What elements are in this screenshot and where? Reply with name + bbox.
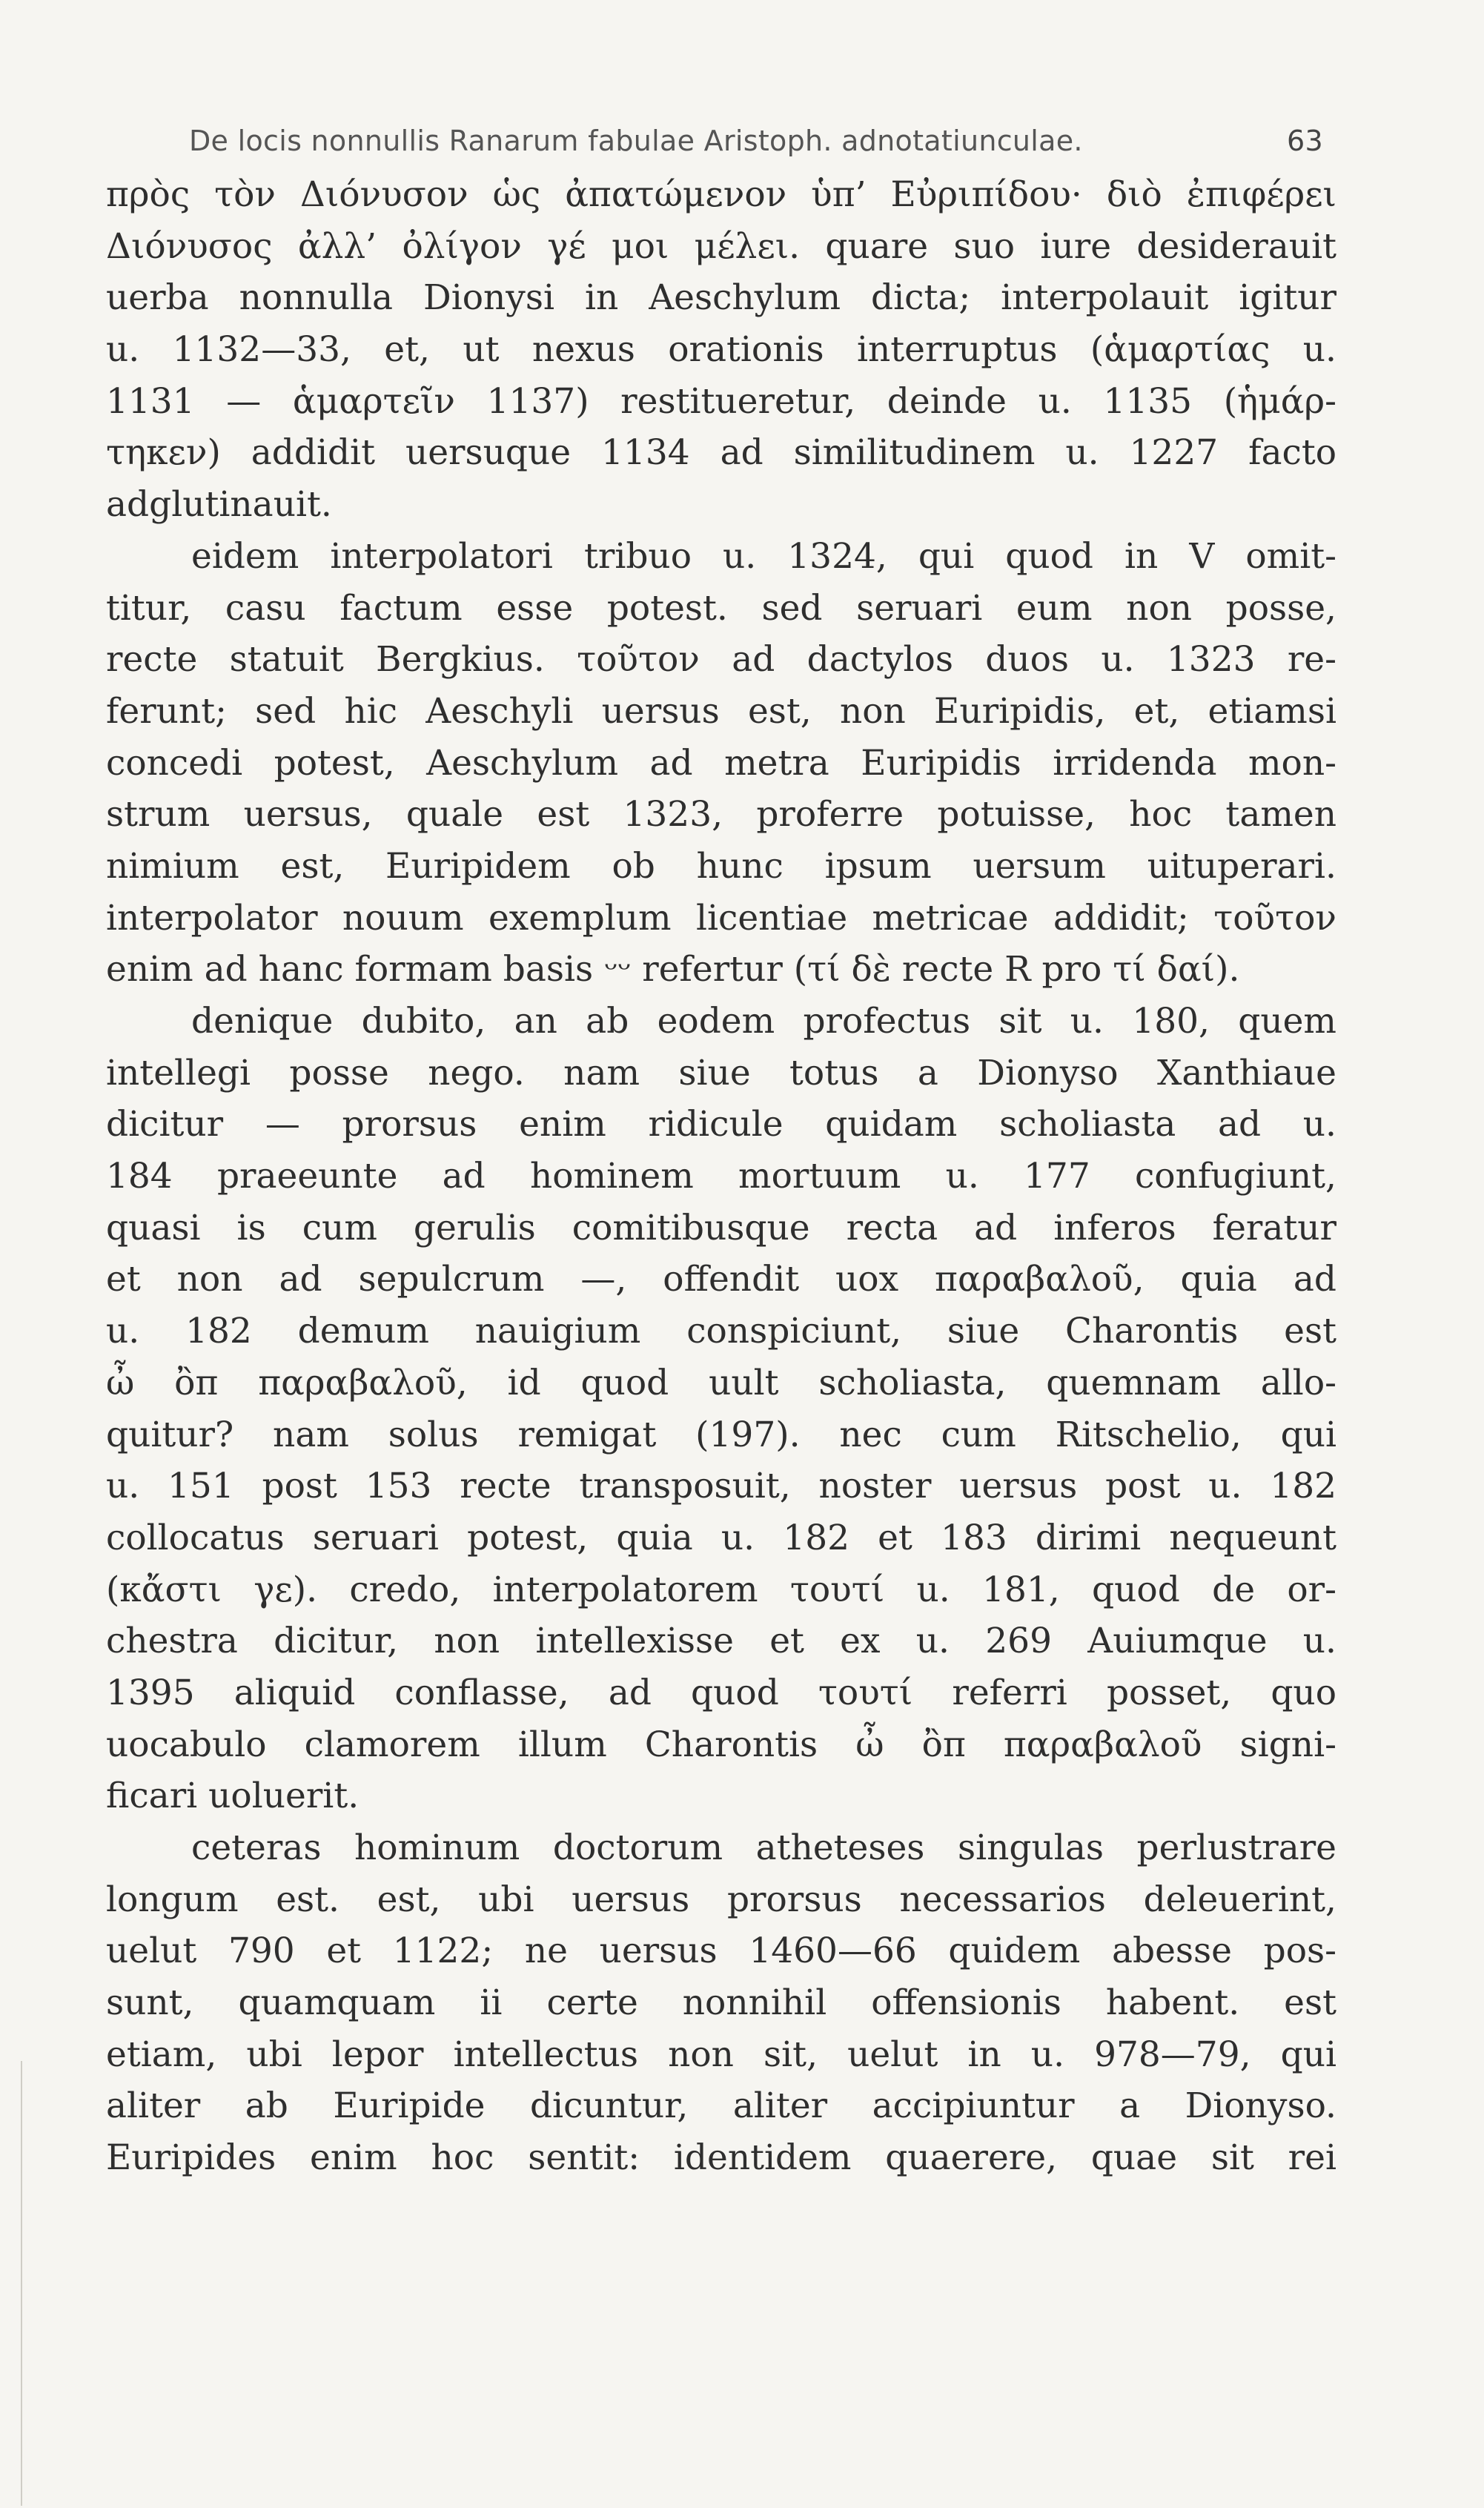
text-line: quasi is cum gerulis comitibusque recta ad inferos feratur: [106, 1207, 1336, 1248]
text-line: et non ad sepulcrum —, offendit uox παραβαλοῦ, quia ad: [106, 1259, 1336, 1300]
text-line: ὦ ὂπ παραβαλοῦ, id quod uult scholiasta, quemnam allo-: [106, 1362, 1336, 1403]
scan-edge-line: [21, 2061, 22, 2506]
text-line: denique dubito, an ab eodem profectus sit u. 180, quem: [191, 1001, 1336, 1042]
running-head: [189, 125, 1323, 157]
text-line: τηκεν) addidit uersuque 1134 ad similitudinem u. 1227 facto: [106, 432, 1336, 474]
text-line: uerba nonnulla Dionysi in Aeschylum dicta; interpolauit igitur: [106, 277, 1336, 319]
text-line: Euripides enim hoc sentit: identidem quaerere, quae sit rei: [106, 2137, 1336, 2179]
text-line: nimium est, Euripidem ob hunc ipsum uersum uituperari.: [106, 845, 1336, 887]
text-line: u. 1132—33, et, ut nexus orationis interruptus (ἁμαρτίας u.: [106, 329, 1336, 371]
text-line: πρὸς τὸν Διόνυσον ὡς ἀπατώμενον ὑπ’ Εὐριπίδου· διὸ ἐπιφέρει: [106, 174, 1336, 215]
text-line: interpolator nouum exemplum licentiae metricae addidit; τοῦτον: [106, 897, 1336, 939]
text-line: ficari uoluerit.: [106, 1776, 360, 1817]
text-line: longum est. est, ubi uersus prorsus necessarios deleuerint,: [106, 1879, 1336, 1920]
body-text: [106, 169, 1336, 2184]
text-line: aliter ab Euripide dicuntur, aliter accipiuntur a Dionyso.: [106, 2085, 1336, 2127]
text-line: u. 151 post 153 recte transposuit, noster uersus post u. 182: [106, 1466, 1336, 1507]
text-line: 184 praeeunte ad hominem mortuum u. 177 confugiunt,: [106, 1156, 1336, 1197]
text-line: (κἄστι γε). credo, interpolatorem τουτί u. 181, quod de or-: [106, 1569, 1336, 1610]
text-line: 1395 aliquid conflasse, ad quod τουτί referri posset, quo: [106, 1672, 1336, 1713]
text-line: adglutinauit.: [106, 484, 332, 526]
text-line: ferunt; sed hic Aeschyli uersus est, non Euripidis, et, etiamsi: [106, 690, 1336, 732]
page-number: 63: [1287, 125, 1323, 157]
text-line: enim ad hanc formam basis ᵕᵕ refertur (τί δὲ recte R pro τί δαί).: [106, 949, 1240, 990]
text-line: titur, casu factum esse potest. sed seruari eum non posse,: [106, 587, 1336, 629]
text-line: quitur? nam solus remigat (197). nec cum Ritschelio, qui: [106, 1414, 1336, 1455]
text-line: sunt, quamquam ii certe nonnihil offensionis habent. est: [106, 1982, 1336, 2024]
text-line: ceteras hominum doctorum atheteses singulas perlustrare: [191, 1827, 1336, 1868]
text-line: collocatus seruari potest, quia u. 182 et 183 dirimi nequeunt: [106, 1517, 1336, 1558]
running-head-title: De locis nonnullis Ranarum fabulae Aristoph. adnotatiunculae.: [189, 125, 1083, 157]
text-line: 1131 — ἁμαρτεῖν 1137) restitueretur, deinde u. 1135 (ἡμάρ-: [106, 380, 1336, 422]
text-line: concedi potest, Aeschylum ad metra Euripidis irridenda mon-: [106, 742, 1336, 784]
text-line: eidem interpolatori tribuo u. 1324, qui quod in V omit-: [191, 535, 1336, 577]
text-line: strum uersus, quale est 1323, proferre potuisse, hoc tamen: [106, 794, 1336, 836]
text-line: uelut 790 et 1122; ne uersus 1460—66 quidem abesse pos-: [106, 1930, 1336, 1972]
text-line: uocabulo clamorem illum Charontis ὦ ὂπ παραβαλοῦ signi-: [106, 1724, 1336, 1765]
text-line: dicitur — prorsus enim ridicule quidam scholiasta ad u.: [106, 1104, 1336, 1145]
text-line: etiam, ubi lepor intellectus non sit, uelut in u. 978—79, qui: [106, 2034, 1336, 2075]
text-line: Διόνυσος ἀλλ’ ὀλίγον γέ μοι μέλει. quare suo iure desiderauit: [106, 225, 1336, 267]
text-line: recte statuit Bergkius. τοῦτον ad dactylos duos u. 1323 re-: [106, 639, 1336, 681]
text-line: u. 182 demum nauigium conspiciunt, siue Charontis est: [106, 1311, 1336, 1352]
text-line: chestra dicitur, non intellexisse et ex u. 269 Auiumque u.: [106, 1621, 1336, 1662]
text-line: intellegi posse nego. nam siue totus a Dionyso Xanthiaue: [106, 1052, 1336, 1093]
